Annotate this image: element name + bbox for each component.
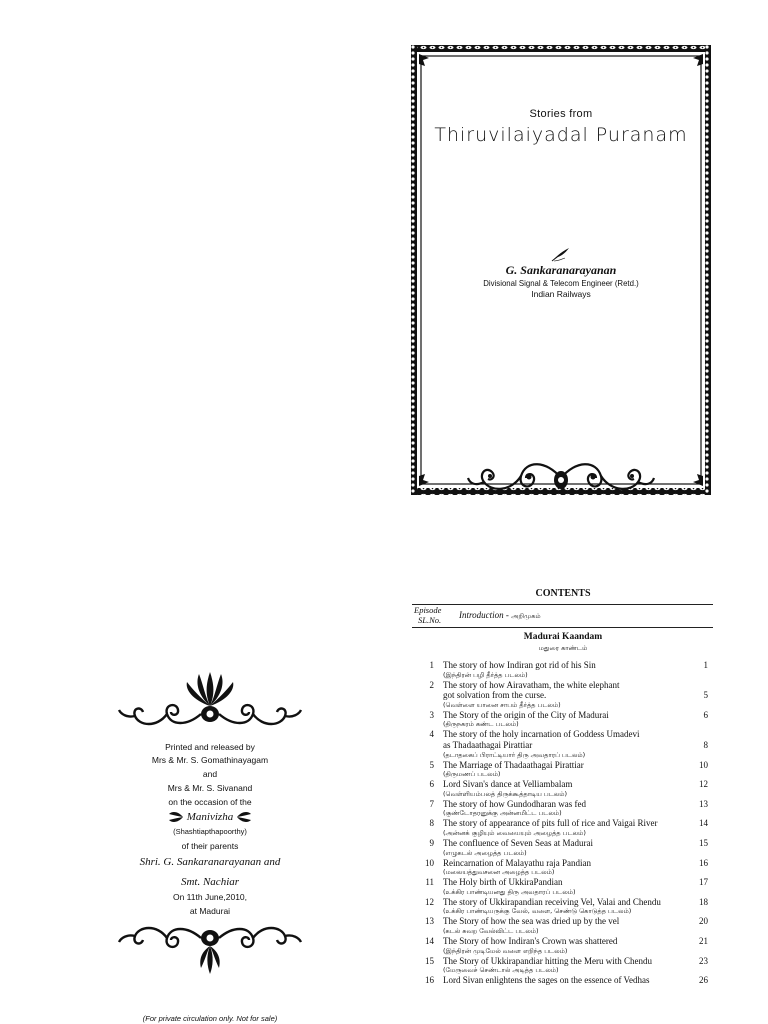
contents-entry [412,936,714,956]
entry-body [443,799,687,819]
author-name: G. Sankaranarayanan [505,263,617,277]
entry-title-line: The story of how Indiran got rid of his Sin [443,660,596,670]
entry-number: 6 [429,779,434,790]
entry-number: 3 [429,709,434,720]
entry-body [443,838,687,858]
author-organization: Indian Railways [531,289,591,299]
entry-body [443,710,687,730]
entry-page-number: 23 [699,955,708,966]
entry-tamil-title: (உக்கிர பாண்டியருக்கு வேல், வளை, செண்டு கொடுத்த படலம்) [443,907,632,916]
contents-entry [412,858,714,878]
contents-page [412,584,714,1024]
entry-title-line: The Story of how Indiran's Crown was shattered [443,935,618,946]
entry-title-line: The Marriage of Thadaathagai Pirattiar [443,759,584,770]
entry-number: 15 [425,955,434,966]
scroll-ornament [466,456,656,500]
entry-body [443,818,687,838]
entry-body [443,916,687,936]
entry-page-number: 1 [703,660,708,670]
contents-entry [412,680,714,710]
entry-page-number: 17 [699,877,708,888]
introduction-tamil: அறிமுகம் [511,612,541,620]
entry-tamil-title: (இந்திரன் பழி தீர்த்த படலம்) [443,670,528,679]
flourish-ornament [115,666,305,732]
entry-tamil-title: (வெள்ளியம்பலத் திருக்கூத்தாடிய படலம்) [443,789,568,798]
entry-title-line: The story of appearance of pits full of rice and Vaigai River [443,818,658,829]
entry-page-number: 21 [699,935,708,946]
dedication-page [110,664,310,1024]
entry-title-line: The story of how Gundodharan was fed [443,798,586,809]
contents-entry [412,838,714,858]
entry-title-line: The story of how Airavatham, the white elephant [443,679,620,690]
entry-tamil-title: (குண்டோதரனுக்கு அன்னமிட்ட படலம்) [443,809,562,818]
contents-entry [412,916,714,936]
entry-body [443,729,687,759]
entry-number: 11 [425,877,434,888]
contents-entry [412,956,714,976]
entry-tamil-title: (திருநகரம் கண்ட படலம்) [443,720,519,729]
serial-label: SL.No. [418,615,442,625]
book-title: Thiruvilaiyadal Puranam [434,124,688,146]
entry-tamil-title: (இந்திரன் முடிமேல் வளை எறிந்த படலம்) [443,946,568,955]
entry-body [443,779,687,799]
contents-entry [412,710,714,730]
entry-page-number: 13 [699,798,708,809]
manivizha-row [110,809,310,825]
divider [412,604,713,605]
entry-page-number: 5 [703,690,708,701]
contents-entry [412,660,714,680]
entry-tamil-title: (கடல் சுவற வேல்விட்ட படலம்) [443,926,539,935]
entry-body [443,680,687,710]
entry-body [443,858,687,878]
entry-body [443,936,687,956]
flourish-ornament-bottom [115,922,305,976]
entry-page-number: 8 [703,739,708,750]
author-designation: Divisional Signal & Telecom Engineer (Retd.) [483,278,639,288]
occasion-text: on the occasion of the [168,797,252,807]
manivizha-text: Manivizha [186,811,234,823]
contents-entry [412,760,714,780]
entry-tamil-title: (வெள்ளை யானை சாபம் தீர்த்த படலம்) [443,700,561,709]
introduction-entry [459,610,541,621]
entry-number: 5 [429,759,434,770]
entry-number: 4 [429,729,434,740]
entry-title-line: The Story of how the sea was dried up by the vel [443,916,620,927]
entry-page-number: 18 [699,896,708,907]
entry-title-line: Reincarnation of Malayathu raja Pandian [443,857,591,868]
entry-number: 2 [429,679,434,690]
entry-title-line: as Thadaathagai Pirattiar [443,739,533,750]
divider [412,627,713,628]
entry-number: 14 [425,935,434,946]
entry-title-line: The Holy birth of UkkiraPandian [443,877,563,888]
and-text: and [202,769,218,779]
section-title-tamil: மதுரை காண்டம் [538,644,588,652]
leaf-right-icon [236,811,252,823]
title-subtitle: Stories from [529,108,593,120]
entry-tamil-title: (மேருவைச் செண்டால் அடித்த படலம்) [443,966,559,975]
entry-page-number: 20 [699,916,708,927]
contents-entry [412,877,714,897]
couple-one: Mrs & Mr. S. Gomathinayagam [151,755,269,765]
entry-number: 16 [425,975,434,986]
contents-entry [412,975,714,986]
mother-name: Smt. Nachiar [180,876,240,888]
episode-label: Episode [414,605,442,615]
entry-number: 12 [425,896,434,907]
contents-list [412,660,714,986]
entry-body [443,897,687,917]
entry-tamil-title: (அன்னக் குழியும் வையையும் அழைத்த படலம்) [443,828,586,837]
entry-title-line: The story of Ukkirapandian receiving Vel, Valai and Chendu [443,896,661,907]
contents-entry [412,818,714,838]
entry-number: 10 [425,857,434,868]
entry-number: 13 [425,916,434,927]
entry-title-line: The story of the holy incarnation of Goddess Umadevi [443,729,640,740]
entry-body [443,975,687,986]
entry-body [443,956,687,976]
contents-entry [412,799,714,819]
entry-body [443,660,687,680]
entry-page-number: 26 [699,975,708,986]
entry-number: 1 [429,660,434,670]
circulation-note: (For private circulation only. Not for sale) [142,1014,278,1023]
shashti-text: (Shashtiapthapoorthy) [173,827,247,836]
entry-page-number: 12 [699,779,708,790]
father-name: Shri. G. Sankaranarayanan and [139,856,281,868]
entry-body [443,760,687,780]
entry-title-line: Lord Sivan's dance at Velliambalam [443,779,573,790]
parents-text: of their parents [181,841,239,851]
entry-title-line: Lord Sivan enlightens the sages on the essence of Vedhas [443,975,650,986]
entry-title-line: The confluence of Seven Seas at Madurai [443,837,593,848]
entry-page-number: 16 [699,857,708,868]
entry-page-number: 6 [703,709,708,720]
entry-title-line: The Story of the origin of the City of Madurai [443,709,609,720]
entry-page-number: 14 [699,818,708,829]
entry-number: 9 [429,837,434,848]
entry-number: 7 [429,798,434,809]
printed-by-text: Printed and released by [165,742,255,752]
couple-two: Mrs & Mr. S. Sivanand [167,783,253,793]
entry-tamil-title: (தடாதகைப் பிராட்டியார் திரு அவதாரப் படலம்) [443,750,586,759]
contents-entry [412,729,714,759]
entry-page-number: 10 [699,759,708,770]
entry-tamil-title: (எழுகடல் அழைத்த படலம்) [443,848,527,857]
entry-tamil-title: (உக்கிர பாண்டியனது திரு அவதாரப் படலம்) [443,887,576,896]
introduction-label: Introduction - [459,610,512,620]
place-text: at Madurai [189,906,231,916]
entry-title-line: got solvation from the curse. [443,690,547,701]
date-text: On 11th June,2010, [172,892,248,902]
section-title: Madurai Kaandam [523,632,603,642]
contents-heading: CONTENTS [535,588,591,599]
entry-page-number: 15 [699,837,708,848]
entry-body [443,877,687,897]
title-page [410,44,712,496]
entry-tamil-title: (திருமணப் படலம்) [443,770,501,779]
entry-tamil-title: (மலையத்துவசனை அழைத்த படலம்) [443,868,555,877]
contents-entry [412,897,714,917]
entry-title-line: The Story of Ukkirapandiar hitting the Meru with Chendu [443,955,652,966]
contents-entry [412,779,714,799]
entry-number: 8 [429,818,434,829]
quill-icon [551,246,571,262]
leaf-left-icon [168,811,184,823]
